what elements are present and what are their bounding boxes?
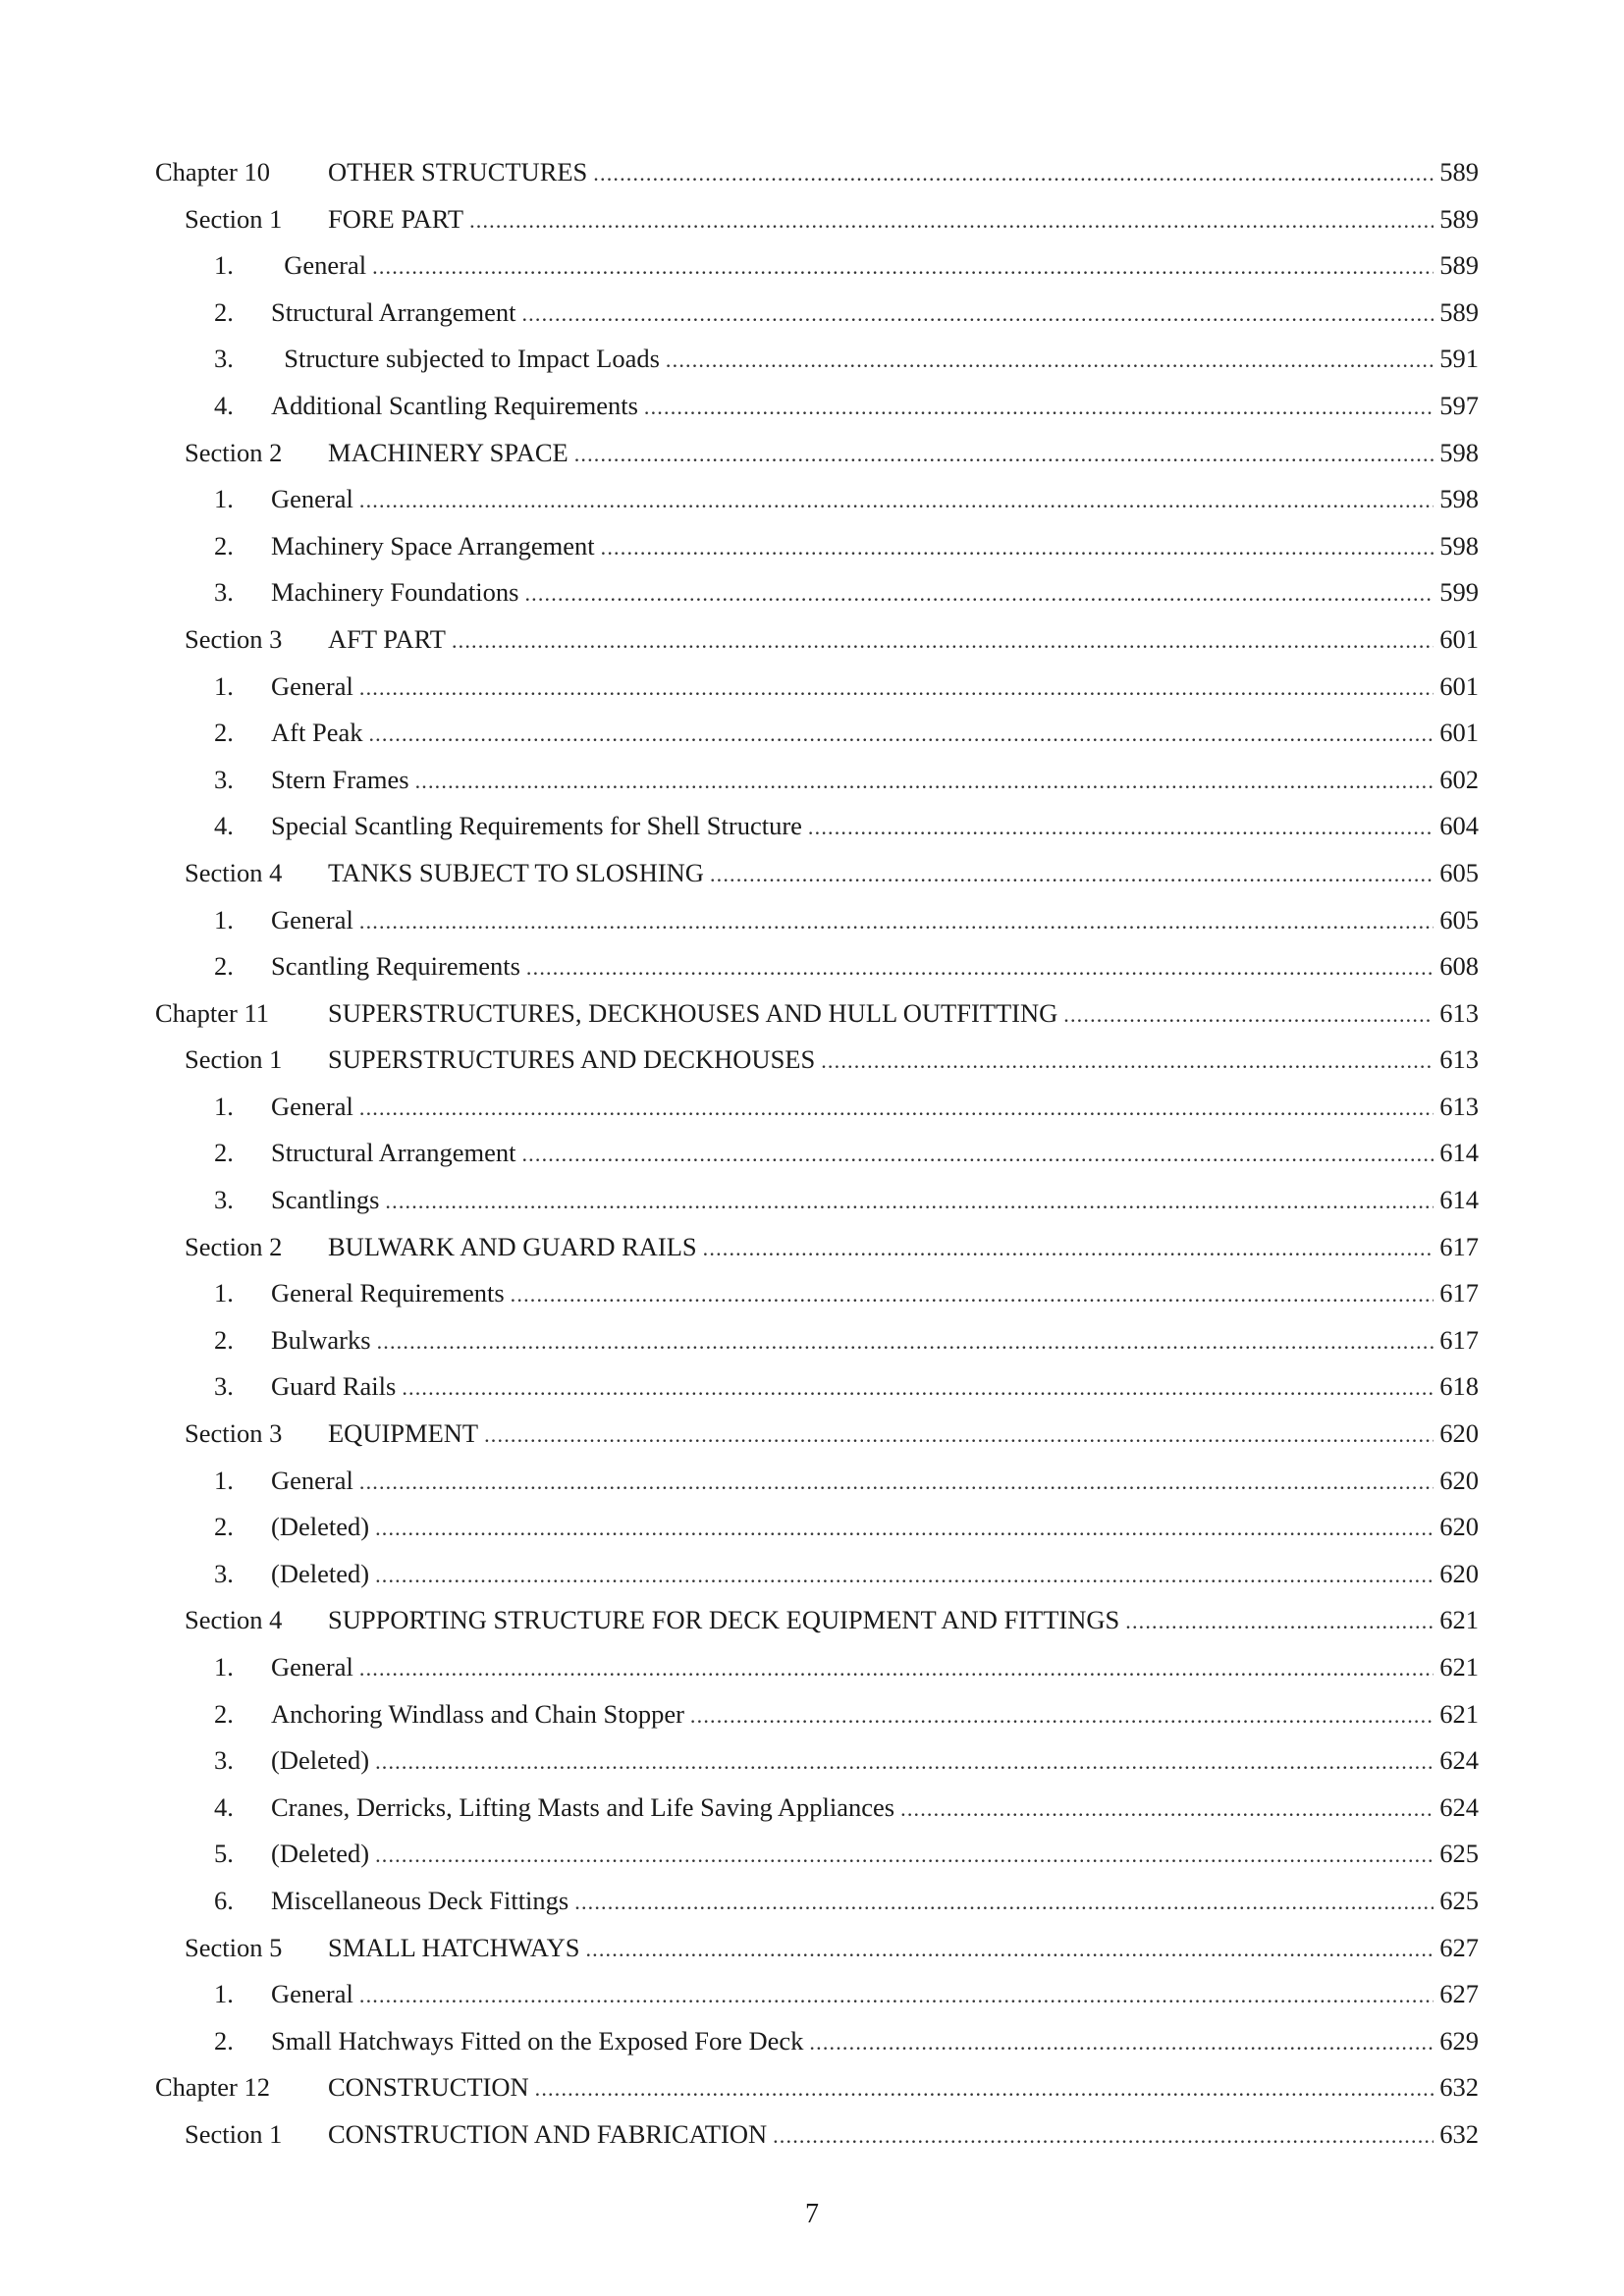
toc-section-title: CONSTRUCTION AND FABRICATION [328, 2118, 768, 2149]
dot-leader [385, 1178, 1434, 1225]
toc-item-number: 1. [214, 1091, 234, 1121]
toc-section-title: SUPERSTRUCTURES AND DECKHOUSES [328, 1044, 816, 1075]
toc-section-number: Section 1 [185, 203, 283, 234]
toc-item-title: (Deleted) [271, 1745, 370, 1776]
toc-page-number: 627 [1439, 1979, 1479, 2009]
toc-section-number: Section 3 [185, 623, 283, 654]
toc-item-title: Cranes, Derricks, Lifting Masts and Life Saving Appliances [271, 1791, 895, 1822]
toc-section-number: Section 4 [185, 857, 283, 887]
toc-section-number: Section 2 [185, 1231, 283, 1261]
dot-leader [703, 1225, 1435, 1272]
toc-page-number: 632 [1439, 2118, 1479, 2149]
toc-section-number: Section 4 [185, 1605, 283, 1635]
toc-item-title: General [271, 484, 353, 514]
toc-item-title: General [271, 670, 353, 701]
toc-page-number: 629 [1439, 2025, 1479, 2056]
toc-page-number: 601 [1439, 718, 1479, 748]
toc-item-row[interactable] [155, 1831, 1479, 1878]
dot-leader [524, 570, 1434, 617]
toc-item-title: Structure subjected to Impact Loads [271, 344, 660, 374]
toc-page-number: 620 [1439, 1512, 1479, 1542]
toc-section-row[interactable] [155, 1037, 1479, 1084]
toc-item-title: Small Hatchways Fitted on the Exposed Fore Deck [271, 2025, 804, 2056]
dot-leader [1063, 991, 1434, 1039]
toc-page-number: 589 [1439, 250, 1479, 281]
toc-item-row[interactable] [155, 242, 1479, 290]
dot-leader [359, 898, 1434, 945]
toc-item-row[interactable] [155, 757, 1479, 804]
toc-chapter-title: SUPERSTRUCTURES, DECKHOUSES AND HULL OUTFITTING [328, 997, 1058, 1028]
toc-item-row[interactable] [155, 523, 1479, 570]
toc-item-row[interactable] [155, 943, 1479, 990]
dot-leader [372, 243, 1434, 291]
toc-page-number: 632 [1439, 2072, 1479, 2103]
toc-item-title: (Deleted) [271, 1512, 370, 1542]
dot-leader [585, 1926, 1434, 1973]
toc-item-title: (Deleted) [271, 1558, 370, 1588]
toc-page-number: 614 [1439, 1185, 1479, 1215]
toc-item-number: 2. [214, 296, 234, 327]
toc-page-number: 604 [1439, 811, 1479, 841]
toc-item-title: Anchoring Windlass and Chain Stopper [271, 1698, 684, 1729]
toc-item-title: Aft Peak [271, 718, 363, 748]
dot-leader [644, 384, 1434, 431]
toc-item-title: General [271, 1091, 353, 1121]
toc-item-title: Additional Scantling Requirements [271, 390, 638, 420]
toc-chapter-row[interactable] [155, 990, 1479, 1038]
toc-item-title: General Requirements [271, 1278, 505, 1308]
toc-section-number: Section 5 [185, 1932, 283, 1962]
dot-leader [690, 1692, 1434, 1739]
toc-item-number: 3. [214, 1371, 234, 1402]
toc-page-number: 621 [1439, 1698, 1479, 1729]
toc-page-number: 605 [1439, 904, 1479, 934]
toc-item-title: Machinery Space Arrangement [271, 530, 595, 561]
toc-item-number: 1. [214, 670, 234, 701]
toc-page-number: 601 [1439, 670, 1479, 701]
toc-item-row[interactable] [155, 569, 1479, 616]
toc-page-number: 591 [1439, 344, 1479, 374]
toc-page-number: 613 [1439, 1044, 1479, 1075]
toc-item-title: General [271, 1465, 353, 1495]
toc-page-number: 625 [1439, 1885, 1479, 1915]
toc-item-row[interactable] [155, 1737, 1479, 1785]
toc-item-row[interactable] [155, 1785, 1479, 1832]
dot-leader [359, 1972, 1434, 2019]
toc-item-title: Machinery Foundations [271, 577, 519, 608]
toc-item-number: 1. [214, 1979, 234, 2009]
dot-leader [666, 337, 1434, 384]
toc-section-row[interactable] [155, 196, 1479, 243]
toc-page-number: 598 [1439, 530, 1479, 561]
dot-leader [469, 197, 1434, 244]
toc-item-number: 1. [214, 1652, 234, 1682]
toc-item-title: (Deleted) [271, 1839, 370, 1869]
toc-item-number: 4. [214, 811, 234, 841]
toc-item-number: 4. [214, 1791, 234, 1822]
dot-leader [359, 1459, 1434, 1506]
toc-item-number: 2. [214, 718, 234, 748]
toc-page-number: 617 [1439, 1278, 1479, 1308]
dot-leader [521, 291, 1434, 338]
dot-leader [359, 477, 1434, 524]
toc-page-number: 617 [1439, 1231, 1479, 1261]
toc-page-number: 602 [1439, 764, 1479, 794]
toc-section-title: BULWARK AND GUARD RAILS [328, 1231, 697, 1261]
toc-section-row[interactable] [155, 1925, 1479, 1972]
toc-page-number: 621 [1439, 1605, 1479, 1635]
dot-leader [402, 1364, 1434, 1412]
toc-item-title: Special Scantling Requirements for Shell Structure [271, 811, 802, 841]
dot-leader [535, 2065, 1435, 2112]
toc-page-number: 620 [1439, 1465, 1479, 1495]
toc-item-number: 4. [214, 390, 234, 420]
toc-item-row[interactable] [155, 1177, 1479, 1224]
toc-item-row[interactable] [155, 1691, 1479, 1738]
dot-leader [1125, 1598, 1434, 1645]
toc-page-number: 620 [1439, 1558, 1479, 1588]
toc-item-number: 3. [214, 1558, 234, 1588]
toc-item-number: 1. [214, 250, 234, 281]
toc-chapter-title: CONSTRUCTION [328, 2072, 529, 2103]
toc-page-number: 624 [1439, 1791, 1479, 1822]
toc-page-number: 613 [1439, 1091, 1479, 1121]
toc-item-row[interactable] [155, 1317, 1479, 1364]
toc-section-row[interactable] [155, 1411, 1479, 1458]
toc-item-number: 3. [214, 764, 234, 794]
toc-item-row[interactable] [155, 476, 1479, 523]
toc-item-title: General [271, 1979, 353, 2009]
dot-leader [900, 1786, 1434, 1833]
toc-item-title: Structural Arrangement [271, 296, 516, 327]
toc-section-title: EQUIPMENT [328, 1418, 479, 1449]
toc-item-row[interactable] [155, 1130, 1479, 1177]
toc-item-title: Bulwarks [271, 1324, 371, 1355]
toc-page-number: 627 [1439, 1932, 1479, 1962]
dot-leader [359, 1645, 1434, 1692]
toc-item-number: 3. [214, 1185, 234, 1215]
toc-page-number: 601 [1439, 623, 1479, 654]
dot-leader [808, 804, 1434, 851]
toc-section-title: TANKS SUBJECT TO SLOSHING [328, 857, 704, 887]
toc-item-row[interactable] [155, 1878, 1479, 1925]
toc-section-row[interactable] [155, 430, 1479, 477]
dot-leader [511, 1271, 1435, 1318]
toc-page-number: 617 [1439, 1324, 1479, 1355]
dot-leader [359, 1085, 1434, 1132]
toc-item-number: 3. [214, 344, 234, 374]
dot-leader [710, 851, 1434, 898]
dot-leader [526, 944, 1434, 991]
toc-page-number: 589 [1439, 203, 1479, 234]
dot-leader [359, 665, 1434, 712]
dot-leader [593, 150, 1434, 197]
toc-item-title: General [271, 1652, 353, 1682]
toc-item-number: 1. [214, 484, 234, 514]
dot-leader [484, 1412, 1434, 1459]
toc-section-row[interactable] [155, 1224, 1479, 1271]
toc-item-title: Scantling Requirements [271, 951, 520, 982]
toc-chapter-number: Chapter 11 [155, 997, 270, 1028]
toc-page-number: 608 [1439, 951, 1479, 982]
dot-leader [368, 711, 1434, 758]
toc-item-row[interactable] [155, 897, 1479, 944]
toc-item-title: Guard Rails [271, 1371, 397, 1402]
toc-page-number: 589 [1439, 296, 1479, 327]
toc-section-row[interactable] [155, 850, 1479, 897]
toc-page-number: 589 [1439, 157, 1479, 187]
toc-chapter-title: OTHER STRUCTURES [328, 157, 588, 187]
dot-leader [773, 2112, 1434, 2160]
toc-page-number: 624 [1439, 1745, 1479, 1776]
toc-item-number: 2. [214, 1512, 234, 1542]
dot-leader [821, 1038, 1434, 1085]
toc-section-row[interactable] [155, 616, 1479, 664]
toc-section-title: SMALL HATCHWAYS [328, 1932, 580, 1962]
toc-item-row[interactable] [155, 803, 1479, 850]
toc-item-row[interactable] [155, 2018, 1479, 2065]
toc-section-title: SUPPORTING STRUCTURE FOR DECK EQUIPMENT AND FITTINGS [328, 1605, 1120, 1635]
toc-item-number: 2. [214, 1138, 234, 1168]
toc-item-number: 1. [214, 1278, 234, 1308]
toc-item-number: 2. [214, 530, 234, 561]
toc-chapter-row[interactable] [155, 149, 1479, 196]
toc-chapter-row[interactable] [155, 2064, 1479, 2111]
toc-section-row[interactable] [155, 1597, 1479, 1644]
toc-item-number: 2. [214, 951, 234, 982]
toc-page-number: 598 [1439, 484, 1479, 514]
toc-page-number: 613 [1439, 997, 1479, 1028]
toc-item-title: Stern Frames [271, 764, 409, 794]
toc-item-row[interactable] [155, 1971, 1479, 2018]
toc-chapter-number: Chapter 10 [155, 157, 271, 187]
toc-section-title: FORE PART [328, 203, 464, 234]
toc-item-title: Miscellaneous Deck Fittings [271, 1885, 569, 1915]
toc-page-number: 598 [1439, 437, 1479, 467]
toc-item-row[interactable] [155, 336, 1479, 383]
toc-page-number: 620 [1439, 1418, 1479, 1449]
toc-page-number: 599 [1439, 577, 1479, 608]
toc-item-number: 1. [214, 904, 234, 934]
dot-leader [375, 1738, 1434, 1786]
dot-leader [375, 1505, 1434, 1552]
dot-leader [574, 1879, 1434, 1926]
dot-leader [574, 431, 1435, 478]
toc-item-row[interactable] [155, 1363, 1479, 1411]
toc-section-number: Section 2 [185, 437, 283, 467]
toc-item-number: 5. [214, 1839, 234, 1869]
dot-leader [377, 1318, 1435, 1365]
toc-section-number: Section 3 [185, 1418, 283, 1449]
toc-item-number: 3. [214, 577, 234, 608]
toc-item-row[interactable] [155, 1458, 1479, 1505]
toc-item-number: 2. [214, 2025, 234, 2056]
toc-item-number: 6. [214, 1885, 234, 1915]
dot-leader [601, 524, 1435, 571]
dot-leader [415, 758, 1435, 805]
toc-section-number: Section 1 [185, 1044, 283, 1075]
dot-leader [375, 1832, 1434, 1879]
toc-item-number: 2. [214, 1324, 234, 1355]
toc-item-title: General [271, 904, 353, 934]
dot-leader [521, 1131, 1434, 1178]
toc-chapter-number: Chapter 12 [155, 2072, 271, 2103]
toc-item-row[interactable] [155, 383, 1479, 430]
dot-leader [452, 617, 1434, 665]
toc-item-number: 3. [214, 1745, 234, 1776]
toc-item-row[interactable] [155, 1551, 1479, 1598]
toc-item-row[interactable] [155, 710, 1479, 757]
table-of-contents [155, 149, 1479, 2159]
toc-item-title: Structural Arrangement [271, 1138, 516, 1168]
toc-page-number: 605 [1439, 857, 1479, 887]
toc-item-number: 1. [214, 1465, 234, 1495]
page-number: 7 [805, 2199, 819, 2229]
toc-item-title: Scantlings [271, 1185, 380, 1215]
toc-page-number: 618 [1439, 1371, 1479, 1402]
toc-section-row[interactable] [155, 2111, 1479, 2159]
toc-item-row[interactable] [155, 1504, 1479, 1551]
toc-page-number: 597 [1439, 390, 1479, 420]
toc-section-number: Section 1 [185, 2118, 283, 2149]
toc-item-row[interactable] [155, 1270, 1479, 1317]
dot-leader [809, 2019, 1434, 2066]
toc-item-number: 2. [214, 1698, 234, 1729]
toc-item-title: General [271, 250, 367, 281]
toc-section-title: AFT PART [328, 623, 446, 654]
toc-item-row[interactable] [155, 664, 1479, 711]
toc-page-number: 614 [1439, 1138, 1479, 1168]
dot-leader [375, 1552, 1434, 1599]
toc-item-row[interactable] [155, 1644, 1479, 1691]
toc-page-number: 621 [1439, 1652, 1479, 1682]
toc-section-title: MACHINERY SPACE [328, 437, 568, 467]
toc-item-row[interactable] [155, 290, 1479, 337]
toc-page-number: 625 [1439, 1839, 1479, 1869]
toc-item-row[interactable] [155, 1084, 1479, 1131]
